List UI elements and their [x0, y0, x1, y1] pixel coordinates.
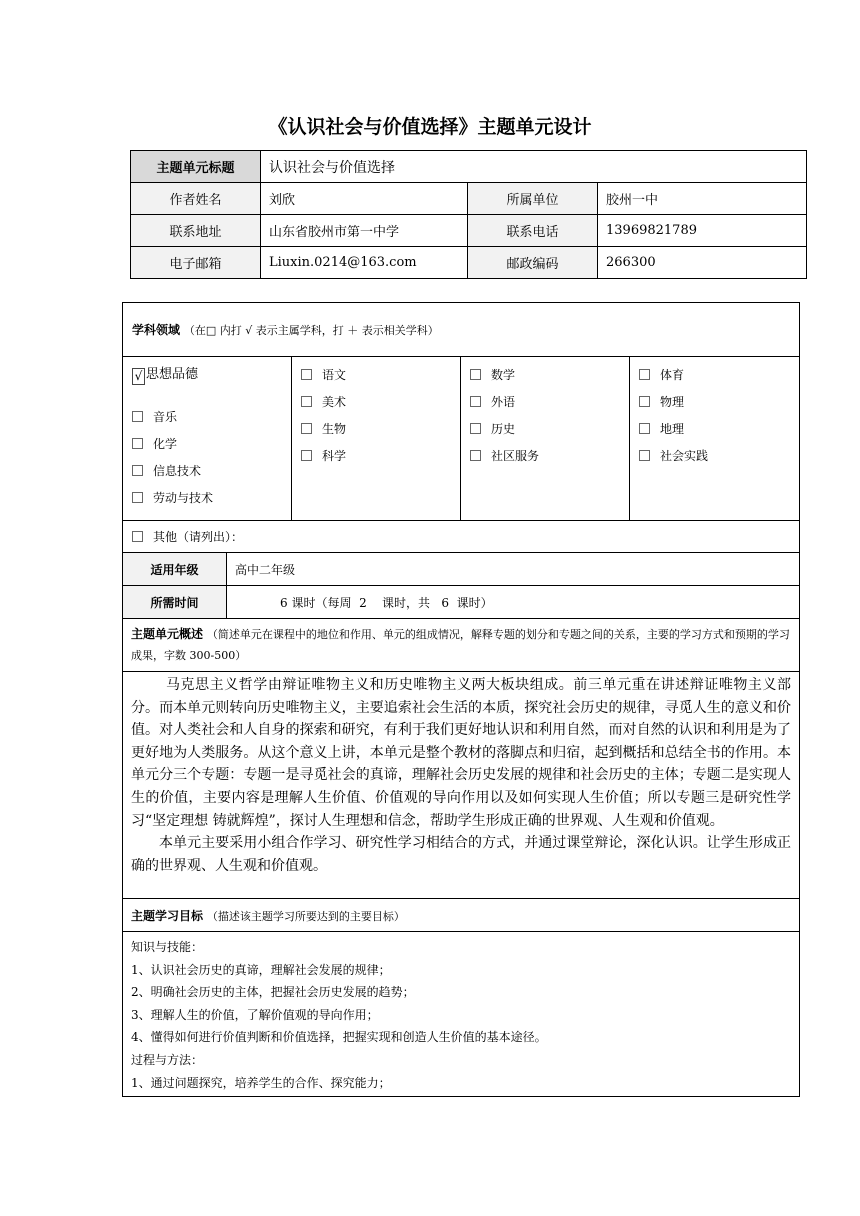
check-mark-icon: √ [132, 368, 145, 385]
subject-item-chinese[interactable]: 语文 [301, 365, 460, 392]
phone-value: 13969821789 [598, 215, 807, 247]
goals-line: 知识与技能： [131, 940, 204, 954]
address-value: 山东省胶州市第一中学 [261, 215, 468, 247]
subject-item-geography[interactable]: 地理 [639, 419, 799, 446]
goals-line: 3、理解人生的价值，了解价值观的导向作用； [131, 1007, 379, 1022]
unit-value: 胶州一中 [598, 183, 807, 215]
subject-item-social-practice[interactable]: 社会实践 [639, 446, 799, 473]
goals-line: 过程与方法： [131, 1052, 204, 1067]
subject-area-note: （在□ 内打 √ 表示主属学科，打 ＋ 表示相关学科） [183, 324, 439, 337]
goals-body [123, 932, 800, 1097]
goals-line: 1、通过问题探究，培养学生的合作、探究能力； [131, 1075, 391, 1090]
unit-label: 所属单位 [468, 183, 598, 215]
email-label: 电子邮箱 [131, 247, 261, 279]
subject-item-foreign-language[interactable]: 外语 [470, 392, 629, 419]
checkbox-icon [301, 450, 312, 461]
address-label: 联系地址 [131, 215, 261, 247]
time-label: 所需时间 [123, 586, 227, 619]
overview-paragraph-1: 马克思主义哲学由辩证唯物主义和历史唯物主义两大板块组成。前三单元重在讲述辩证唯物主义部分。而本单元则转向历史唯物主义，主要追索社会生活的本质，探究社会历史的规律，寻觅人生的意义和价值。对人类社会和人自身的探索和研究，有利于我们更好地认识和利用自然，而对自然的认识和利用是为了更好地为人类服务。从这个意义上讲，本单元是整个教材的落脚点和归宿，起到概括和总结全书的作用。本单元分三个专题：专题一是寻觅社会的真谛，理解社会历史发展的规律和社会历史的主体；专题二是实现人生的价值，主要内容是理解人生价值、价值观的导向作用以及如何实现人生价值；所以专题三是研究性学习“坚定理想 铸就辉煌”，探讨人生理想和信念，帮助学生形成正确的世界观、人生观和价值观。 [131, 677, 792, 829]
overview-note: （简述单元在课程中的地位和作用、单元的组成情况，解释专题的划分和专题之间的关系，主要的学习方式和预期的学习成果，字数 300-500） [131, 628, 790, 662]
goals-line: 2、明确社会历史的主体，把握社会历史发展的趋势； [131, 985, 415, 1000]
checkbox-icon [132, 531, 143, 542]
subject-item-chemistry[interactable]: 化学 [132, 434, 291, 461]
checkbox-icon [132, 438, 143, 449]
checkbox-icon [132, 492, 143, 503]
info-table [130, 150, 807, 279]
subject-item-politics[interactable]: √ 思想品德 [132, 365, 291, 407]
subject-item-it[interactable]: 信息技术 [132, 461, 291, 488]
overview-paragraph-2: 本单元主要采用小组合作学习、研究性学习相结合的方式，并通过课堂辩论，深化认识。让学生形成正确的世界观、人生观和价值观。 [131, 835, 792, 874]
subject-area-header [123, 303, 800, 357]
subject-item-music[interactable]: 音乐 [132, 407, 291, 434]
goals-header [123, 899, 800, 932]
checkbox-icon [470, 396, 481, 407]
subject-col-1 [123, 357, 292, 521]
subject-item-biology[interactable]: 生物 [301, 419, 460, 446]
subject-item-physics[interactable]: 物理 [639, 392, 799, 419]
email-value: Liuxin.0214@163.com [261, 247, 468, 279]
checkbox-icon [470, 369, 481, 380]
checkbox-icon [639, 396, 650, 407]
overview-label: 主题单元概述 [131, 627, 204, 641]
subject-item-labor[interactable]: 劳动与技术 [132, 488, 291, 515]
checkbox-icon [301, 369, 312, 380]
subject-item-community[interactable]: 社区服务 [470, 446, 629, 473]
subject-col-2 [292, 357, 461, 521]
checkbox-icon [470, 450, 481, 461]
zip-value: 266300 [598, 247, 807, 279]
subject-col-3 [461, 357, 630, 521]
subject-area-label: 学科领域 [132, 323, 181, 337]
grade-value: 高中二年级 [227, 553, 800, 586]
subject-item-history[interactable]: 历史 [470, 419, 629, 446]
author-label: 作者姓名 [131, 183, 261, 215]
goals-line: 4、懂得如何进行价值判断和价值选择，把握实现和创造人生价值的基本途径。 [131, 1030, 547, 1045]
goals-label: 主题学习目标 [131, 908, 204, 923]
checkbox-icon [639, 423, 650, 434]
checkbox-icon [639, 450, 650, 461]
goals-line: 1、认识社会历史的真谛，理解社会发展的规律； [131, 962, 391, 977]
checkbox-icon [132, 465, 143, 476]
subject-item-art[interactable]: 美术 [301, 392, 460, 419]
checkbox-icon [132, 411, 143, 422]
checkbox-icon [639, 369, 650, 380]
checkbox-icon [301, 396, 312, 407]
author-value: 刘欣 [261, 183, 468, 215]
topic-value: 认识社会与价值选择 [261, 151, 807, 183]
subject-item-pe[interactable]: 体育 [639, 365, 799, 392]
overview-header [123, 619, 800, 672]
subject-other[interactable]: 其他（请列出）： [123, 521, 800, 553]
design-table [122, 302, 800, 1097]
checkbox-icon [301, 423, 312, 434]
overview-body [123, 672, 800, 899]
subject-item-science[interactable]: 科学 [301, 446, 460, 473]
topic-label: 主题单元标题 [131, 151, 261, 183]
time-value: 6 课时（每周 2 课时，共 6 课时） [227, 586, 800, 619]
subject-item-math[interactable]: 数学 [470, 365, 629, 392]
zip-label: 邮政编码 [468, 247, 598, 279]
phone-label: 联系电话 [468, 215, 598, 247]
goals-note: （描述该主题学习所要达到的主要目标） [206, 909, 405, 923]
checkbox-icon [470, 423, 481, 434]
grade-label: 适用年级 [123, 553, 227, 586]
page-title: 《认识社会与价值选择》主题单元设计 [268, 116, 592, 138]
subject-col-4 [630, 357, 800, 521]
